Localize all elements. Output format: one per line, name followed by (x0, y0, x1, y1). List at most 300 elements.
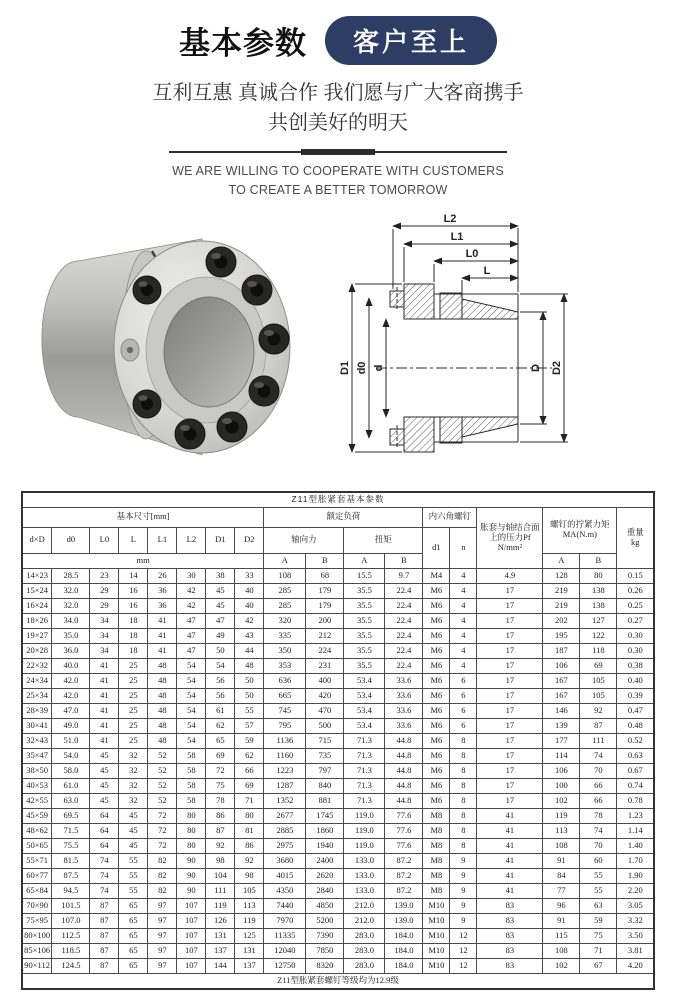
table-row (22, 748, 654, 763)
table-cell: 53.4 (344, 673, 385, 688)
table-row (22, 703, 654, 718)
table-cell: 1136 (264, 733, 306, 748)
flange-section-top (404, 284, 434, 319)
table-cell: 85×106 (22, 943, 52, 958)
table-row (22, 718, 654, 733)
table-cell: 26 (148, 568, 177, 583)
table-cell: 1745 (306, 808, 344, 823)
table-cell: 92 (580, 703, 617, 718)
table-cell: 212 (306, 628, 344, 643)
table-cell: 72 (206, 763, 235, 778)
table-cell: 65 (119, 958, 148, 973)
table-cell: 40 (235, 583, 264, 598)
table-cell: 3.50 (617, 928, 654, 943)
divider (169, 149, 507, 155)
taper-top (462, 299, 518, 319)
table-cell: 33.6 (385, 703, 423, 718)
table-cell: 12040 (264, 943, 306, 958)
table-cell: 636 (264, 673, 306, 688)
table-cell: 71.3 (344, 763, 385, 778)
table-cell: 1223 (264, 763, 306, 778)
table-cell: 29 (90, 583, 119, 598)
table-cell: 74 (580, 823, 617, 838)
table-cell: 82 (148, 868, 177, 883)
table-row (22, 958, 654, 973)
table-cell: 55 (580, 868, 617, 883)
table-cell: 87 (90, 928, 119, 943)
table-cell: 0.30 (617, 628, 654, 643)
table-cell: 1160 (264, 748, 306, 763)
table-cell: 119 (206, 898, 235, 913)
table-cell: 420 (306, 688, 344, 703)
table-cell: 41 (90, 718, 119, 733)
table-cell: 71 (235, 793, 264, 808)
page-header (0, 0, 676, 201)
table-cell: 72 (148, 808, 177, 823)
table-cell: 17 (477, 613, 543, 628)
table-cell: 44 (235, 643, 264, 658)
table-cell: 30 (177, 568, 206, 583)
table-cell: 83 (477, 958, 543, 973)
table-cell: 77.6 (385, 823, 423, 838)
table-cell: M6 (423, 748, 450, 763)
table-cell: 90 (177, 883, 206, 898)
table-cell: 108 (264, 568, 306, 583)
axial-B: B (306, 553, 344, 568)
table-footer-note: Z11型胀紧套螺钉等级均为12.9级 (22, 973, 654, 989)
table-cell: 0.38 (617, 658, 654, 673)
table-cell: 69 (206, 748, 235, 763)
table-cell: 4.9 (477, 568, 543, 583)
table-cell: 9.7 (385, 568, 423, 583)
dim-label-L1: L1 (450, 230, 464, 243)
table-cell: 78 (580, 808, 617, 823)
table-cell: 45 (206, 583, 235, 598)
table-cell: 41 (148, 628, 177, 643)
table-cell: 49.0 (52, 718, 90, 733)
table-cell: 55 (235, 703, 264, 718)
table-cell: 0.52 (617, 733, 654, 748)
table-cell: 61 (206, 703, 235, 718)
col-L2: L2 (177, 527, 206, 553)
center-bore (164, 297, 254, 407)
table-cell: 1.23 (617, 808, 654, 823)
table-cell: 9 (450, 883, 477, 898)
table-cell: 44.8 (385, 793, 423, 808)
table-cell: 35.5 (344, 628, 385, 643)
table-cell: 4.20 (617, 958, 654, 973)
table-cell: 41 (477, 868, 543, 883)
table-row (22, 658, 654, 673)
table-cell: 6 (450, 673, 477, 688)
table-cell: 90 (177, 853, 206, 868)
table-row (22, 898, 654, 913)
table-cell: 17 (477, 733, 543, 748)
table-row (22, 673, 654, 688)
table-cell: 0.48 (617, 718, 654, 733)
table-cell: 29 (90, 598, 119, 613)
table-cell: 17 (477, 628, 543, 643)
collar-section-bottom (440, 417, 462, 443)
caption-en-line1: WE ARE WILLING TO COOPERATE WITH CUSTOMERS (172, 164, 504, 178)
table-cell: 187 (543, 643, 580, 658)
table-cell: M8 (423, 853, 450, 868)
table-cell: 1860 (306, 823, 344, 838)
col-L: L (119, 527, 148, 553)
table-cell: 96 (543, 898, 580, 913)
table-cell: 97 (148, 913, 177, 928)
table-cell: 1.70 (617, 853, 654, 868)
col-L1: L1 (148, 527, 177, 553)
table-cell: 48 (148, 733, 177, 748)
table-cell: 715 (306, 733, 344, 748)
table-cell: 17 (477, 703, 543, 718)
table-cell: 32 (119, 778, 148, 793)
table-cell: M6 (423, 643, 450, 658)
table-cell: 52 (148, 793, 177, 808)
table-cell: 320 (264, 613, 306, 628)
table-cell: 75 (206, 778, 235, 793)
table-cell: 41 (90, 673, 119, 688)
table-cell: 87 (90, 913, 119, 928)
table-cell: M8 (423, 808, 450, 823)
table-cell: 84 (543, 868, 580, 883)
ma-B: B (580, 553, 617, 568)
table-cell: 23 (90, 568, 119, 583)
table-cell: 74 (580, 748, 617, 763)
table-cell: 285 (264, 598, 306, 613)
table-cell: 69 (235, 778, 264, 793)
table-cell: 17 (477, 643, 543, 658)
table-cell: 4350 (264, 883, 306, 898)
table-cell: 48 (148, 703, 177, 718)
table-cell: 126 (206, 913, 235, 928)
table-cell: 97 (148, 958, 177, 973)
table-cell: 50 (235, 673, 264, 688)
table-cell: 7440 (264, 898, 306, 913)
header-rated-load: 额定负荷 (264, 507, 423, 527)
table-cell: 9 (450, 898, 477, 913)
table-cell: 25 (119, 718, 148, 733)
torque-B: B (385, 553, 423, 568)
table-cell: 12750 (264, 958, 306, 973)
table-cell: 184.0 (385, 958, 423, 973)
table-cell: 35.0 (52, 628, 90, 643)
table-cell: 67 (580, 958, 617, 973)
table-cell: M6 (423, 778, 450, 793)
table-cell: 56 (206, 673, 235, 688)
table-cell: 90 (177, 868, 206, 883)
table-cell: 45 (90, 763, 119, 778)
table-cell: M6 (423, 673, 450, 688)
table-cell: 45 (119, 808, 148, 823)
product-photo (26, 217, 314, 467)
table-cell: 48 (235, 658, 264, 673)
slogan-badge: 客户至上 (325, 16, 497, 65)
table-row (22, 928, 654, 943)
table-cell: 107.0 (52, 913, 90, 928)
table-cell: 41 (477, 853, 543, 868)
table-cell: 58 (177, 778, 206, 793)
table-cell: 41 (148, 613, 177, 628)
table-cell: 17 (477, 598, 543, 613)
table-cell: 9 (450, 853, 477, 868)
axial-A: A (264, 553, 306, 568)
table-cell: 212.0 (344, 898, 385, 913)
table-cell: 64 (90, 823, 119, 838)
table-cell: 41 (477, 808, 543, 823)
table-cell: M10 (423, 958, 450, 973)
table-cell: 101.5 (52, 898, 90, 913)
tech-diagram (336, 201, 672, 473)
table-cell: 17 (477, 583, 543, 598)
table-cell: 139.0 (385, 913, 423, 928)
table-row (22, 613, 654, 628)
table-cell: 54 (206, 658, 235, 673)
table-cell: 106 (543, 658, 580, 673)
table-cell: 22×32 (22, 658, 52, 673)
table-cell: 16 (119, 598, 148, 613)
table-cell: 55 (119, 868, 148, 883)
table-cell: 745 (264, 703, 306, 718)
table-cell: M8 (423, 868, 450, 883)
table-cell: 119.0 (344, 823, 385, 838)
table-cell: 179 (306, 583, 344, 598)
table-cell: 17 (477, 658, 543, 673)
table-cell: 25 (119, 688, 148, 703)
table-cell: 91 (543, 853, 580, 868)
table-row (22, 793, 654, 808)
table-cell: 400 (306, 673, 344, 688)
table-cell: 14×23 (22, 568, 52, 583)
table-cell: 20×28 (22, 643, 52, 658)
table-cell: M6 (423, 688, 450, 703)
table-cell: 12 (450, 928, 477, 943)
table-cell: M6 (423, 703, 450, 718)
table-cell: 63.0 (52, 793, 90, 808)
table-cell: 80 (177, 808, 206, 823)
table-cell: 107 (177, 913, 206, 928)
table-cell: M6 (423, 613, 450, 628)
table-cell: 25 (119, 733, 148, 748)
table-cell: 840 (306, 778, 344, 793)
table-cell: 25 (119, 673, 148, 688)
table-cell: 42 (177, 583, 206, 598)
table-row (22, 628, 654, 643)
table-cell: 8 (450, 763, 477, 778)
ma-A: A (543, 553, 580, 568)
table-cell: 12 (450, 958, 477, 973)
collar-section-top (440, 293, 462, 319)
table-cell: 3.32 (617, 913, 654, 928)
table-cell: 81 (235, 823, 264, 838)
table-cell: M6 (423, 583, 450, 598)
table-cell: 112.5 (52, 928, 90, 943)
table-cell: 105 (580, 673, 617, 688)
table-row (22, 733, 654, 748)
table-cell: 107 (177, 943, 206, 958)
header-tightening-torque: 螺钉的拧紧力矩MA(N.m) (543, 507, 617, 553)
table-cell: 35×47 (22, 748, 52, 763)
table-cell: 18 (119, 613, 148, 628)
table-row (22, 688, 654, 703)
table-cell: 4 (450, 628, 477, 643)
table-cell: 8 (450, 808, 477, 823)
table-cell: 44.8 (385, 778, 423, 793)
table-cell: 665 (264, 688, 306, 703)
table-cell: M10 (423, 898, 450, 913)
table-cell: 167 (543, 688, 580, 703)
table-cell: 32×43 (22, 733, 52, 748)
table-cell: 36 (148, 598, 177, 613)
table-cell: 7390 (306, 928, 344, 943)
table-cell: 122 (580, 628, 617, 643)
table-cell: 202 (543, 613, 580, 628)
table-cell: 87 (580, 718, 617, 733)
table-cell: 19×27 (22, 628, 52, 643)
table-cell: 22.4 (385, 613, 423, 628)
table-cell: 45 (119, 823, 148, 838)
table-cell: 65 (119, 943, 148, 958)
table-cell: 4015 (264, 868, 306, 883)
table-cell: 97 (148, 898, 177, 913)
table-cell: 177 (543, 733, 580, 748)
table-cell: 114 (543, 748, 580, 763)
table-cell: 212.0 (344, 913, 385, 928)
table-cell: 138 (580, 583, 617, 598)
table-cell: 55×71 (22, 853, 52, 868)
table-cell: 45 (206, 598, 235, 613)
table-cell: 9 (450, 868, 477, 883)
table-cell: 0.63 (617, 748, 654, 763)
table-cell: 55 (580, 883, 617, 898)
table-cell: 80 (235, 808, 264, 823)
table-cell: M10 (423, 943, 450, 958)
table-cell: 54.0 (52, 748, 90, 763)
table-cell: 139 (543, 718, 580, 733)
table-cell: 113 (235, 898, 264, 913)
table-cell: 42 (235, 613, 264, 628)
table-cell: 34 (90, 628, 119, 643)
table-cell: 17 (477, 793, 543, 808)
table-cell: M10 (423, 928, 450, 943)
table-cell: 224 (306, 643, 344, 658)
table-cell: 80 (177, 838, 206, 853)
table-cell: 133.0 (344, 883, 385, 898)
table-cell: 87 (90, 943, 119, 958)
table-cell: 45 (119, 838, 148, 853)
table-cell: 795 (264, 718, 306, 733)
header-hex-screw: 内六角螺钉 (423, 507, 477, 527)
table-cell: 22.4 (385, 658, 423, 673)
parameters-table (21, 491, 655, 990)
table-cell: 111 (206, 883, 235, 898)
table-cell: 80 (177, 823, 206, 838)
table-cell: 350 (264, 643, 306, 658)
table-cell: 48 (148, 688, 177, 703)
table-cell: 68 (306, 568, 344, 583)
table-cell: 61.0 (52, 778, 90, 793)
table-cell: 48 (148, 673, 177, 688)
table-cell: 125 (235, 928, 264, 943)
table-cell: 2840 (306, 883, 344, 898)
table-cell: 32.0 (52, 598, 90, 613)
table-cell: 71.5 (52, 823, 90, 838)
subtitle-line2: 共创美好的明天 (268, 112, 408, 134)
subtitle (0, 78, 676, 138)
table-cell: 47 (177, 643, 206, 658)
table-cell: 2677 (264, 808, 306, 823)
table-cell: 33.6 (385, 688, 423, 703)
table-cell: 54 (177, 658, 206, 673)
table-cell: 881 (306, 793, 344, 808)
table-cell: 0.15 (617, 568, 654, 583)
table-cell: 71.3 (344, 733, 385, 748)
table-cell: 4 (450, 583, 477, 598)
table-cell: 70 (580, 838, 617, 853)
table-cell: 80×100 (22, 928, 52, 943)
table-cell: 45 (90, 793, 119, 808)
header-weight: 重量 kg (617, 507, 654, 568)
table-cell: 38×50 (22, 763, 52, 778)
dim-label-d0: d0 (356, 361, 368, 375)
table-cell: 56 (206, 688, 235, 703)
table-cell: 77.6 (385, 808, 423, 823)
table-cell: 797 (306, 763, 344, 778)
table-cell: 22.4 (385, 583, 423, 598)
table-cell: 1.40 (617, 838, 654, 853)
table-cell: 0.67 (617, 763, 654, 778)
table-cell: 105 (235, 883, 264, 898)
table-cell: 4 (450, 658, 477, 673)
table-cell: 65×84 (22, 883, 52, 898)
table-cell: 108 (543, 838, 580, 853)
table-cell: 82 (148, 883, 177, 898)
table-cell: 8 (450, 733, 477, 748)
table-cell: 87 (90, 898, 119, 913)
table-cell: 219 (543, 583, 580, 598)
title-row (0, 16, 676, 65)
table-cell: 75.5 (52, 838, 90, 853)
table-cell: 118.5 (52, 943, 90, 958)
table-cell: 3.81 (617, 943, 654, 958)
table-cell: M8 (423, 823, 450, 838)
table-cell: 16 (119, 583, 148, 598)
table-cell: 15×24 (22, 583, 52, 598)
table-cell: 231 (306, 658, 344, 673)
table-cell: 107 (177, 898, 206, 913)
table-cell: 32.0 (52, 583, 90, 598)
table-cell: 54 (177, 673, 206, 688)
table-cell: 335 (264, 628, 306, 643)
table-cell: 65 (206, 733, 235, 748)
table-cell: 0.47 (617, 703, 654, 718)
table-cell: 74 (90, 853, 119, 868)
dim-label-L0: L0 (465, 247, 479, 260)
table-cell: 47 (206, 613, 235, 628)
table-cell: 45×59 (22, 808, 52, 823)
table-cell: 17 (477, 718, 543, 733)
table-row (22, 763, 654, 778)
table-cell: 104 (206, 868, 235, 883)
table-cell: 47 (177, 613, 206, 628)
table-cell: 65 (119, 898, 148, 913)
table-cell: 87.5 (52, 868, 90, 883)
table-cell: 55 (119, 853, 148, 868)
table-cell: 17 (477, 763, 543, 778)
col-L0: L0 (90, 527, 119, 553)
table-cell: 17 (477, 778, 543, 793)
